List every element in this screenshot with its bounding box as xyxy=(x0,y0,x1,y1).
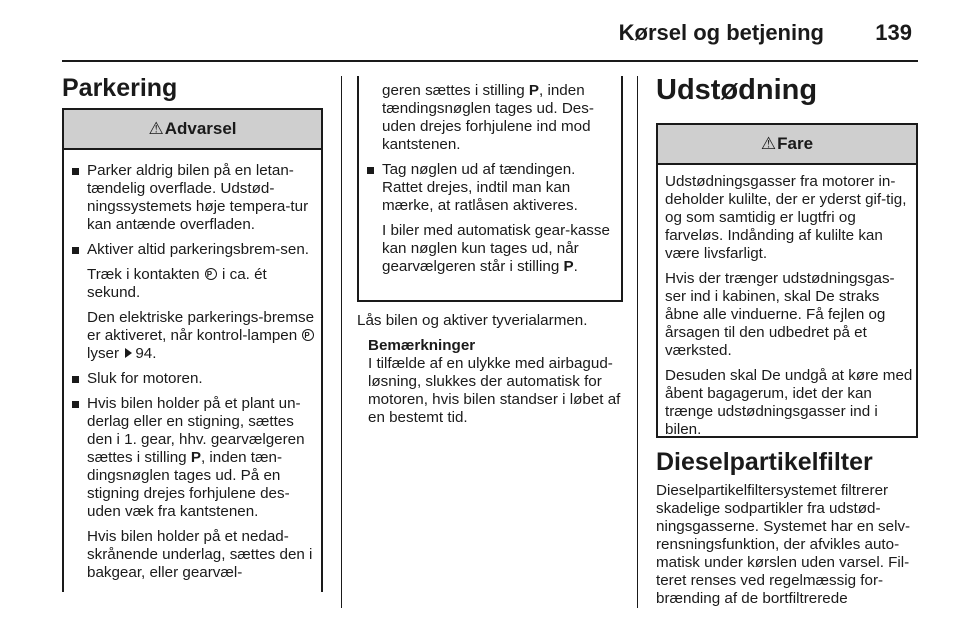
text: geren sættes i stilling xyxy=(382,82,525,99)
paragraph xyxy=(71,309,319,363)
running-header-title: Kørsel og betjening xyxy=(618,20,824,45)
column-divider-left xyxy=(341,76,342,608)
list-item: Aktiver altid parkeringsbrem-sen. xyxy=(71,241,319,259)
text: . xyxy=(573,258,578,275)
text: lyser xyxy=(87,345,120,362)
warning-box-continued xyxy=(357,76,623,302)
warning-box xyxy=(62,108,323,592)
danger-box-header xyxy=(658,125,916,165)
note-title: Bemærkninger xyxy=(368,337,476,354)
section-heading-dieselpartikelfilter: Dieselpartikelfilter xyxy=(656,448,873,476)
note-text: I tilfælde af en ulykke med airbagud-løsning, slukkes der automatisk for motoren, hvis bilen standser i løbet af en bestemt tid. xyxy=(368,355,621,426)
paragraph: Udstødningsgasser fra motorer in-deholder kulilte, der er yderst gif-tig, og som samtidig er lugtfri og farveløs. Indånding af kulilte kan være livsfarligt. xyxy=(665,173,907,262)
parking-brake-lamp-icon xyxy=(302,329,314,341)
diesel-paragraph: Dieselpartikelfiltersystemet filtrerer skadelige sodpartikler fra udstød-ningsgasserne. Systemet har en selv-rensningsfunktion, der afvikles auto-matisk under kørslen uden varsel. Fil-teret renses ved regelmæssig for-brænding af de bortfiltrerede xyxy=(656,482,911,607)
warning-label: Advarsel xyxy=(164,119,237,138)
section-heading-parkering: Parkering xyxy=(62,74,178,102)
gear-position: P xyxy=(563,258,574,275)
paragraph xyxy=(366,222,619,276)
list-item: Sluk for motoren. xyxy=(71,370,319,388)
paragraph: Hvis der trænger udstødningsgas-ser ind i kabinen, skal De straks åbne alle vinduerne. Få fejlen og årsagen til den udbedret på et værksted. xyxy=(665,270,895,359)
paragraph xyxy=(366,82,619,154)
page-number: 139 xyxy=(875,20,912,45)
danger-box-body xyxy=(658,165,914,439)
paragraph: Desuden skal De undgå at køre med åbent bagagerum, idet der kan trænge udstødningsgasser ind i bilen. xyxy=(665,367,913,438)
text: Træk i kontakten xyxy=(87,266,200,283)
list-item: Parker aldrig bilen på en letan-tændelig overflade. Udstød-ningssystemets høje tempera-tur kan antænde overfladen. xyxy=(71,162,319,234)
list-item xyxy=(71,395,319,521)
list-item: Tag nøglen ud af tændingen. Rattet drejes, indtil man kan mærke, at ratlåsen aktiveres. xyxy=(366,161,619,215)
note xyxy=(368,337,634,427)
gear-position: P xyxy=(528,82,540,99)
warning-box-header xyxy=(64,110,321,150)
page-reference-arrow-icon xyxy=(125,348,132,358)
warning-box-continued-body xyxy=(359,76,619,276)
header-rule xyxy=(62,60,918,62)
text: Hvis bilen holder på et plant un-derlag eller en stigning, sættes den i 1. gear, hhv. gearvælgeren sættes i stilling xyxy=(87,395,305,466)
page-reference: 94. xyxy=(135,345,157,362)
text: , inden tændingsnøglen tages ud. Des-uden drejes forhjulene ind mod kantstenen. xyxy=(382,82,594,153)
lock-instruction: Lås bilen og aktiver tyverialarmen. xyxy=(357,312,588,329)
warning-triangle-icon: ⚠ xyxy=(148,119,164,138)
section-heading-udstodning: Udstødning xyxy=(656,74,818,106)
text: I biler med automatisk gear-kasse kan nøglen kun tages ud, når gearvælgeren står i stilling xyxy=(382,222,610,275)
parking-brake-lamp-icon xyxy=(205,268,217,280)
paragraph: Hvis bilen holder på et nedad-skrånende underlag, sættes den i bakgear, eller gearvæl- xyxy=(87,528,313,581)
text: i ca. ét sekund. xyxy=(87,266,267,301)
text: Den elektriske parkerings-bremse er aktiveret, når kontrol-lampen xyxy=(87,309,315,344)
danger-label: Fare xyxy=(777,134,814,153)
text: , inden tæn-dingsnøglen tages ud. På en stigning drejes forhjulene des-uden væk fra kantstenen. xyxy=(87,449,290,520)
warning-triangle-icon: ⚠ xyxy=(760,134,777,153)
column-divider-right xyxy=(637,76,638,608)
gear-position: P xyxy=(190,449,201,466)
danger-box xyxy=(656,123,918,438)
warning-box-body xyxy=(64,150,319,582)
paragraph xyxy=(71,266,319,302)
